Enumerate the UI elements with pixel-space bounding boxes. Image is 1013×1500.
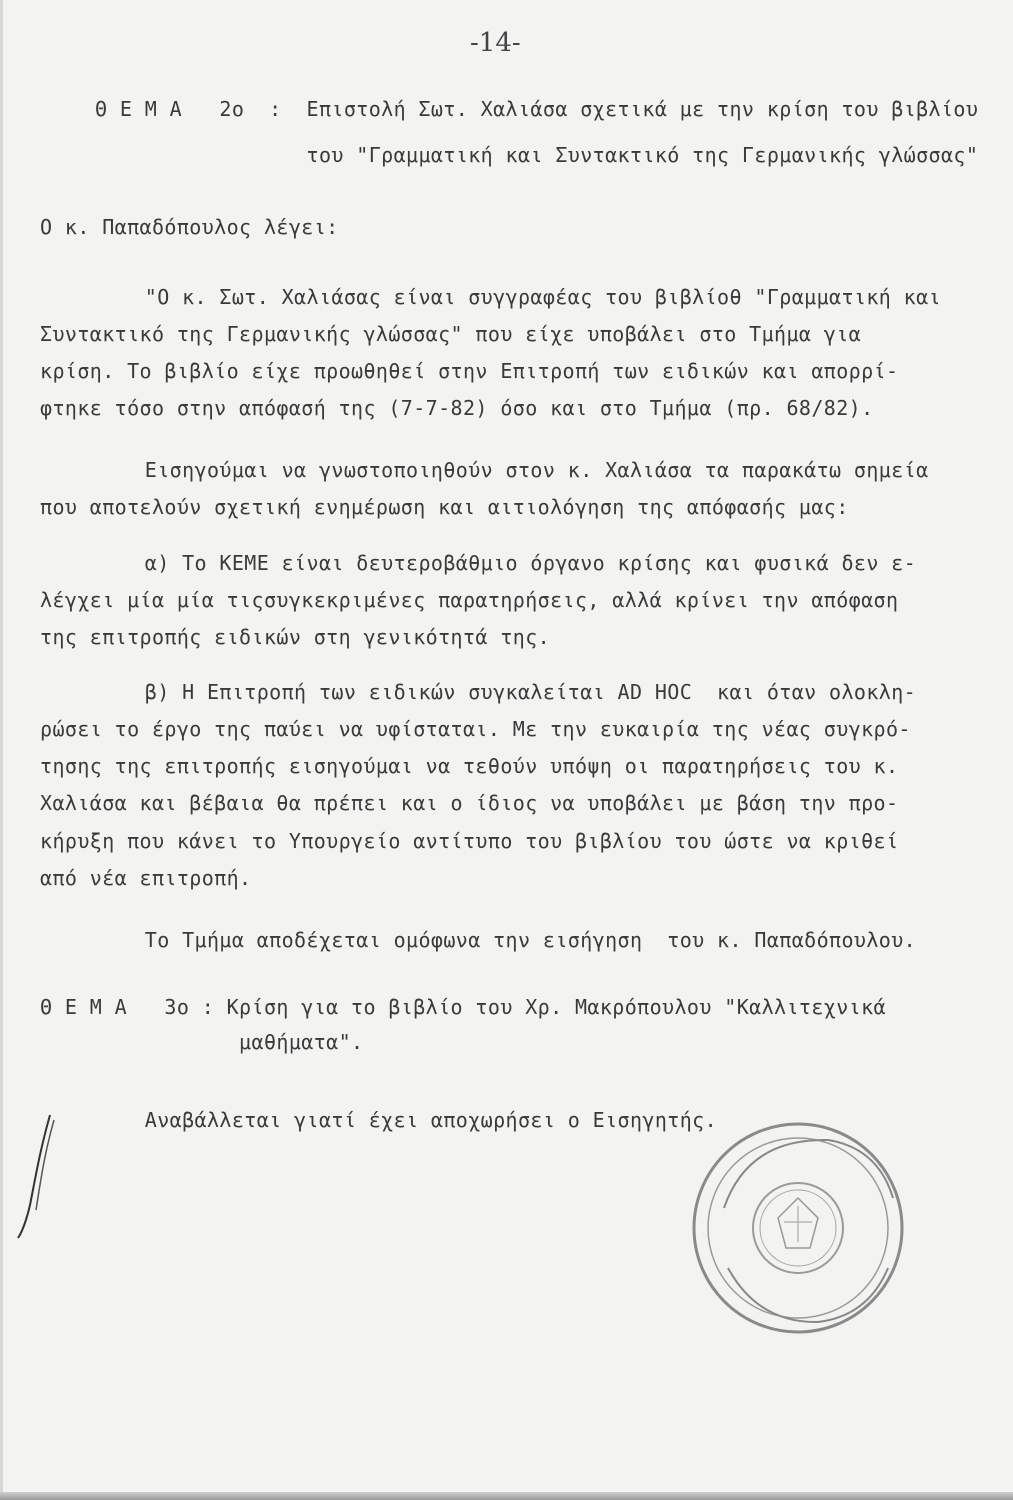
body-line: που αποτελούν σχετική ενημέρωση και αιτιολόγηση της απόφασής μας:: [40, 495, 849, 519]
body-line: κρίση. Το βιβλίο είχε προωθηθεί στην Επιτροπή των ειδικών και απορρί-: [40, 359, 899, 383]
body-line: Εισηγούμαι να γνωστοποιηθούν στον κ. Χαλιάσα τα παρακάτω σημεία: [95, 458, 929, 482]
decision-line: Το Τμήμα αποδέχεται ομόφωνα την εισήγηση του κ. Παπαδόπουλου.: [95, 928, 917, 952]
official-stamp: [688, 1118, 908, 1338]
point-a-line: της επιτροπής ειδικών στη γενικότητά της.: [40, 625, 551, 649]
body-line: φτηκε τόσο στην απόφασή της (7-7-82) όσο και στο Τμήμα (πρ. 68/82).: [40, 396, 874, 420]
point-a-line: λέγχει μία μία τιςσυγκεκριμένες παρατηρήσεις, αλλά κρίνει την απόφαση: [40, 588, 899, 612]
point-b-line: τησης της επιτροπής εισηγούμαι να τεθούν υπόψη οι παρατηρήσεις του κ.: [40, 754, 899, 778]
speaker-line: Ο κ. Παπαδόπουλος λέγει:: [40, 215, 339, 239]
topic-2-heading: Θ Ε Μ Α 2ο : Επιστολή Σωτ. Χαλιάσα σχετικά με την κρίση του βιβλίου: [95, 97, 979, 121]
topic-3-heading: Θ Ε Μ Α 3ο : Κρίση για το βιβλίο του Χρ. Μακρόπουλου "Καλλιτεχνικά: [40, 995, 886, 1019]
body-line: Συντακτικό της Γερμανικής γλώσσας" που είχε υποβάλει στο Τμήμα για: [40, 322, 862, 346]
body-line: "Ο κ. Σωτ. Χαλιάσας είναι συγγραφέας του βιβλίοθ "Γραμματική και: [95, 285, 941, 309]
scan-left-edge: [0, 0, 3, 1500]
point-b-line: β) Η Επιτροπή των ειδικών συγκαλείται AD HOC και όταν ολοκλη-: [95, 680, 917, 704]
point-a-line: α) Το ΚΕΜΕ είναι δευτεροβάθμιο όργανο κρίσης και φυσικά δεν ε-: [95, 551, 917, 575]
point-b-line: κήρυξη που κάνει το Υπουργείο αντίτυπο του βιβλίου του ώστε να κριθεί: [40, 829, 899, 853]
scan-bottom-edge: [0, 1492, 1013, 1500]
handwritten-mark: [10, 1110, 70, 1240]
point-b-line: ρώσει το έργο της παύει να υφίσταται. Με την ευκαιρία της νέας συγκρό-: [40, 717, 911, 741]
point-b-line: από νέα επιτροπή.: [40, 866, 252, 890]
page-number: -14-: [470, 28, 521, 58]
topic-3-heading-cont: μαθήματα".: [40, 1030, 364, 1054]
postponement-line: Αναβάλλεται γιατί έχει αποχωρήσει ο Εισηγητής.: [95, 1108, 718, 1132]
topic-2-heading-cont: του "Γραμματική και Συντακτικό της Γερμανικής γλώσσας": [95, 143, 979, 167]
point-b-line: Χαλιάσα και βέβαια θα πρέπει και ο ίδιος να υποβάλει με βάση την προ-: [40, 791, 899, 815]
